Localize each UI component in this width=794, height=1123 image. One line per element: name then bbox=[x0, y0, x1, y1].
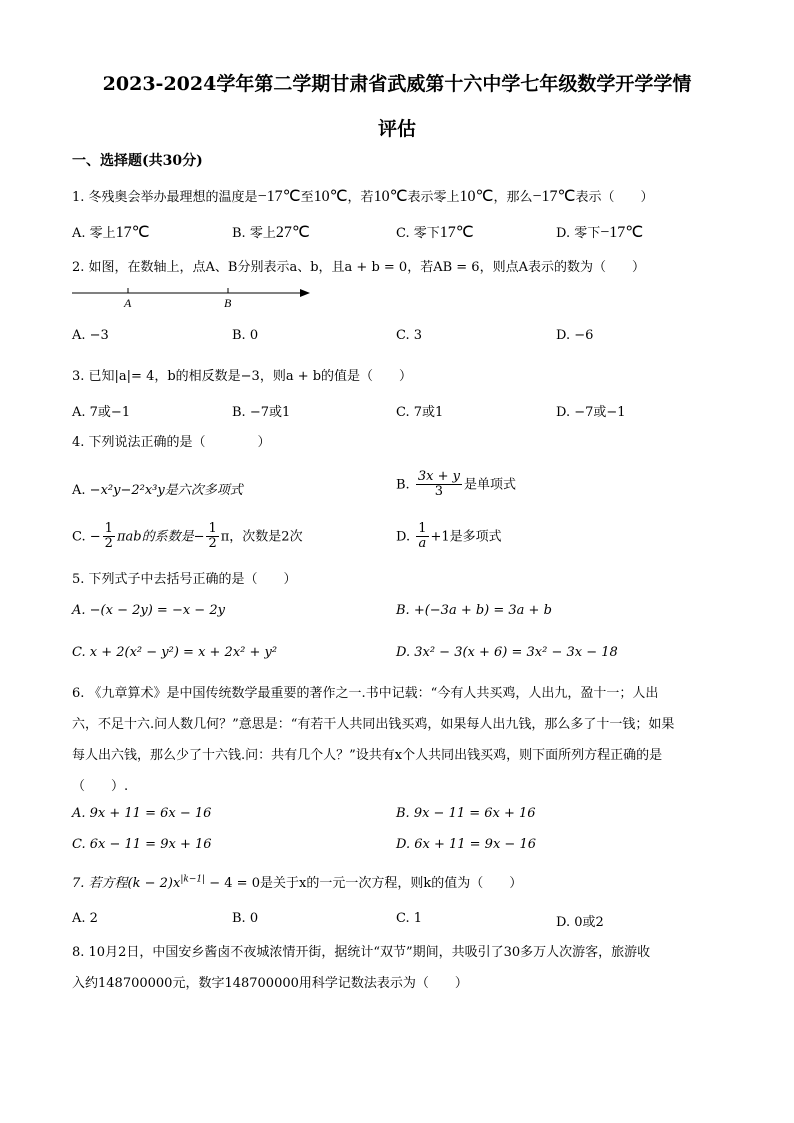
q4-c-fraction-2 bbox=[206, 522, 218, 552]
q4-c-middle: πab的系数是− bbox=[116, 529, 205, 545]
title-line-2: 评估 bbox=[377, 118, 416, 140]
q4-c-den-1: 2 bbox=[104, 536, 113, 552]
q6-option-b: B. 9x − 11 = 6x + 16 bbox=[396, 806, 536, 821]
question-5-stem: 5. 下列式子中去括号正确的是（ ） bbox=[72, 572, 297, 587]
q2-option-c: C. 3 bbox=[396, 328, 423, 343]
q4-c-fraction-1 bbox=[103, 522, 115, 552]
q5-option-d: D. 3x² − 3(x + 6) = 3x² − 3x − 18 bbox=[396, 645, 618, 660]
q1-temp-5: −17℃ bbox=[532, 188, 576, 205]
q7-option-d: D. 0或2 bbox=[556, 915, 604, 930]
q4-option-c bbox=[72, 522, 303, 552]
q2-option-d: D. −6 bbox=[556, 328, 594, 343]
q4-option-a bbox=[72, 479, 243, 498]
number-line-figure bbox=[70, 282, 315, 310]
question-1-stem bbox=[72, 186, 654, 206]
q1-text-g: 表示（ ） bbox=[575, 190, 654, 205]
q4-c-minus: − bbox=[89, 529, 101, 545]
number-line-arrow-icon bbox=[300, 289, 310, 297]
q4-d-fraction bbox=[416, 522, 428, 552]
q1-option-a-label: A. 零上 bbox=[72, 226, 116, 241]
q7-option-b: B. 0 bbox=[232, 911, 259, 926]
q5-option-a: A. −(x − 2y) = −x − 2y bbox=[72, 603, 225, 618]
question-6-line-3: 每人出六钱，那么少了十六钱.问：共有几个人？”设共有x个人共同出钱买鸡，则下面所列方程正确的是 bbox=[72, 748, 663, 763]
q6-option-a: A. 9x + 11 = 6x − 16 bbox=[72, 806, 212, 821]
q4-option-d-label: D. bbox=[396, 529, 411, 545]
q3-option-b: B. −7或1 bbox=[232, 405, 291, 420]
q4-b-denominator: 3 bbox=[434, 484, 444, 500]
q4-option-d bbox=[396, 522, 502, 552]
question-6-line-2: 六，不足十六.问人数几何？”意思是：“有若干人共同出钱买鸡，如果每人出九钱，那么多了十一钱；如果 bbox=[72, 717, 675, 732]
q6-option-d: D. 6x + 11 = 9x − 16 bbox=[396, 837, 536, 852]
question-8-line-2: 入约148700000元，数字148700000用科学记数法表示为（ ） bbox=[72, 976, 468, 991]
q4-option-b bbox=[396, 470, 516, 500]
q6-option-c: C. 6x − 11 = 9x + 16 bbox=[72, 837, 212, 852]
q1-text-f: ，那么 bbox=[493, 190, 533, 205]
q4-option-a-expr: −x²y−2²x³y是六次多项式 bbox=[89, 483, 243, 498]
q1-option-c bbox=[396, 222, 474, 242]
question-7-stem bbox=[72, 872, 522, 891]
q4-c-den-2: 2 bbox=[208, 536, 217, 552]
q5-option-b: B. +(−3a + b) = 3a + b bbox=[396, 603, 552, 618]
question-8-line-1: 8. 10月2日，中国安乡酱卤不夜城浓情开街，据统计“双节”期间，共吸引了30多万人次游客，旅游收 bbox=[72, 945, 651, 960]
q4-option-b-text: 是单项式 bbox=[463, 477, 516, 493]
q7-exponent: |k−1| bbox=[180, 874, 206, 885]
q1-temp-1: −17℃ bbox=[257, 188, 301, 205]
q1-option-b bbox=[232, 222, 310, 242]
question-6-line-1: 6. 《九章算术》是中国传统数学最重要的著作之一.书中记载：“今有人共买鸡，人出九，盈十一；人出 bbox=[72, 686, 659, 701]
q1-option-c-temp: 17℃ bbox=[439, 224, 474, 241]
q4-option-b-fraction bbox=[416, 470, 462, 500]
q4-option-b-label: B. bbox=[396, 477, 410, 493]
q1-temp-4: 10℃ bbox=[459, 188, 494, 205]
title-line-1: 2023-2024学年第二学期甘肃省武威第十六中学七年级数学开学学情 bbox=[102, 73, 692, 95]
q4-b-numerator: 3x + y bbox=[417, 469, 460, 484]
q4-option-c-label: C. bbox=[72, 529, 86, 545]
q7-text-a: 7. 若方程(k − 2)x bbox=[72, 876, 181, 891]
q1-text-e: 表示零上 bbox=[407, 190, 460, 205]
q1-text-a: 1. 冬残奥会举办最理想 bbox=[72, 190, 206, 205]
question-3-stem: 3. 已知|a|= 4，b的相反数是−3，则a + b的值是（ ） bbox=[72, 369, 413, 384]
q4-option-d-text: +1是多项式 bbox=[430, 529, 502, 545]
q4-c-num-2: 1 bbox=[208, 521, 217, 536]
q7-option-c: C. 1 bbox=[396, 911, 423, 926]
q4-c-end: π，次数是2次 bbox=[220, 529, 303, 545]
q4-d-numerator: 1 bbox=[418, 521, 427, 536]
q2-option-b: B. 0 bbox=[232, 328, 259, 343]
q4-option-a-label: A. bbox=[72, 483, 86, 498]
question-6-line-4: （ ）. bbox=[72, 779, 129, 794]
number-line-label-a: A bbox=[124, 296, 132, 310]
q1-option-a bbox=[72, 222, 150, 242]
question-2-stem: 2. 如图，在数轴上，点A、B分别表示a、b，且a + b = 0，若AB = 6，则点A表示的数为（ ） bbox=[72, 260, 645, 275]
q3-option-c: C. 7或1 bbox=[396, 405, 444, 420]
question-4-stem: 4. 下列说法正确的是（ ） bbox=[72, 435, 271, 450]
q2-option-a: A. −3 bbox=[72, 328, 109, 343]
q4-c-num-1: 1 bbox=[104, 521, 113, 536]
q1-option-b-temp: 27℃ bbox=[275, 224, 310, 241]
q1-option-b-label: B. 零上 bbox=[232, 226, 276, 241]
q1-option-d bbox=[556, 222, 643, 242]
q7-text-b: − 4 = 0是关于x的一元一次方程，则k的值为（ ） bbox=[205, 876, 523, 891]
q1-temp-3: 10℃ bbox=[373, 188, 408, 205]
number-line-label-b: B bbox=[224, 296, 232, 310]
q3-option-a: A. 7或−1 bbox=[72, 405, 131, 420]
q1-temp-2: 10℃ bbox=[313, 188, 348, 205]
q4-d-denominator: a bbox=[418, 536, 427, 552]
q7-option-a: A. 2 bbox=[72, 911, 98, 926]
q1-option-a-temp: 17℃ bbox=[115, 224, 150, 241]
q1-text-d: ，若 bbox=[347, 190, 374, 205]
q5-option-c: C. x + 2(x² − y²) = x + 2x² + y² bbox=[72, 645, 278, 660]
q3-option-d: D. −7或−1 bbox=[556, 405, 626, 420]
q1-option-d-temp: −17℃ bbox=[600, 224, 644, 241]
q1-option-d-label: D. 零下 bbox=[556, 226, 601, 241]
q1-option-c-label: C. 零下 bbox=[396, 226, 440, 241]
section-heading-choice: 一、选择题(共30分) bbox=[72, 153, 203, 169]
q1-text-b: 的温度是 bbox=[205, 190, 258, 205]
q1-text-c: 至 bbox=[300, 190, 314, 205]
